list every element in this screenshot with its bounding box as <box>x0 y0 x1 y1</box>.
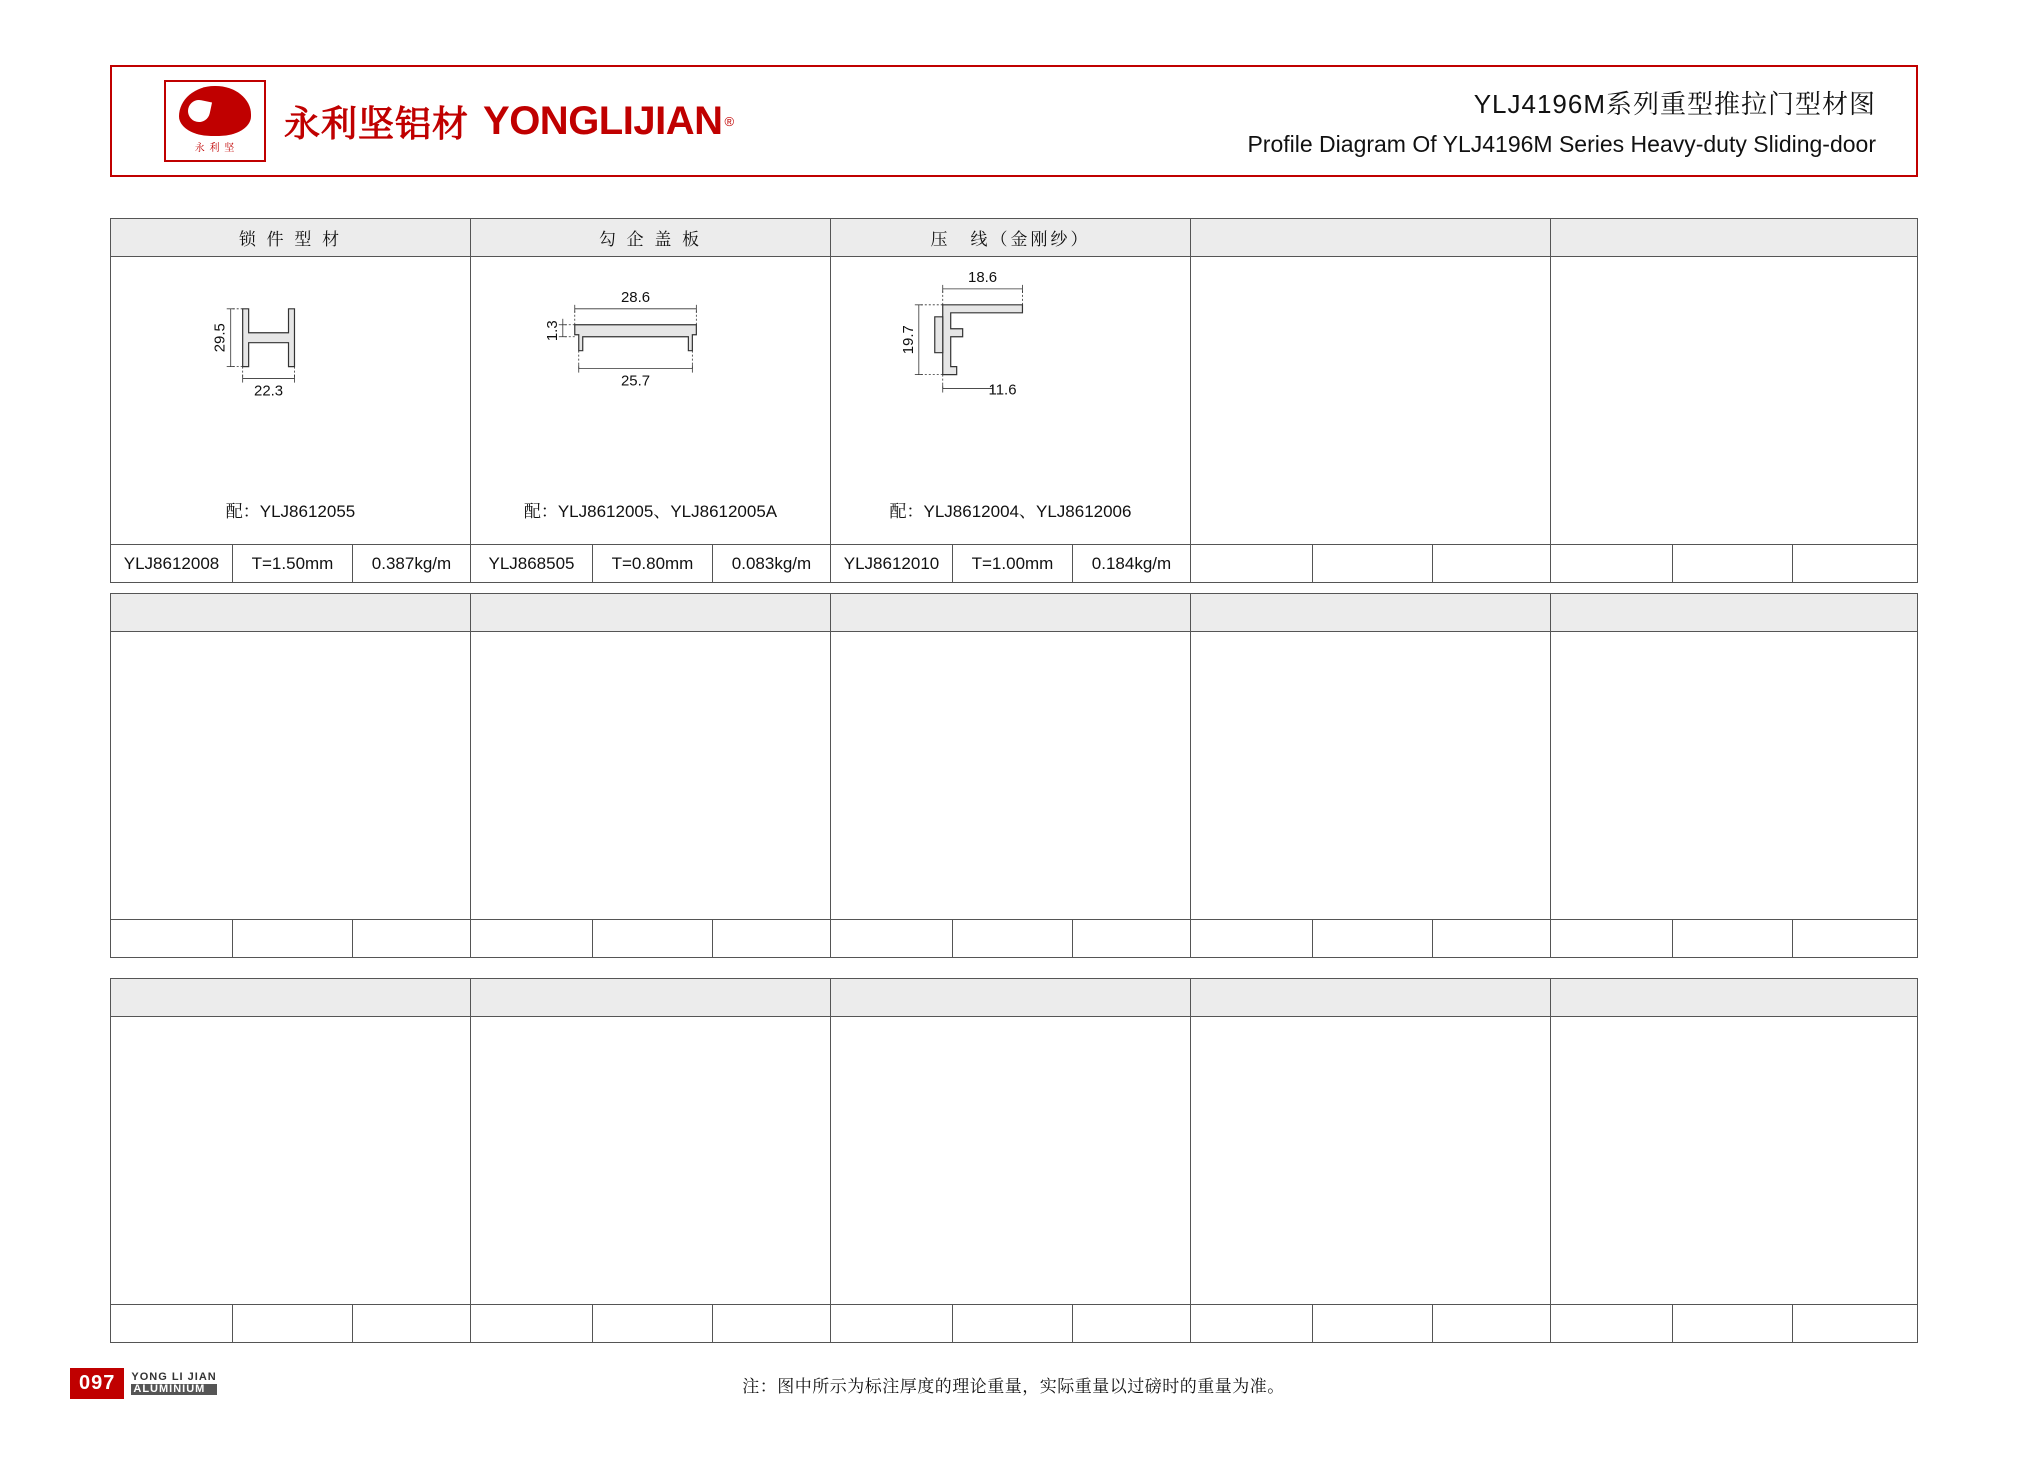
table-2-header-row <box>111 594 1918 632</box>
page-title-cn: YLJ4196M系列重型推拉门型材图 <box>1473 89 1876 119</box>
table-1-code-3: YLJ8612010 <box>831 545 953 583</box>
table-2-weight-3 <box>1073 920 1191 958</box>
table-1-caption-2: 配：YLJ8612005、YLJ8612005A <box>523 502 778 521</box>
table-2-weight-2 <box>713 920 831 958</box>
profile-table-2 <box>110 593 1918 958</box>
profile-table-1 <box>110 218 1918 583</box>
table-3-weight-1 <box>353 1305 471 1343</box>
table-3-header-cell-4 <box>1191 979 1551 1017</box>
table-1-weight-3: 0.184kg/m <box>1073 545 1191 583</box>
table-3-profile-cell-1 <box>111 1017 471 1305</box>
table-2-header-cell-5 <box>1551 594 1918 632</box>
table-3-footer-row <box>111 1305 1918 1343</box>
table-3-thickness-3 <box>953 1305 1073 1343</box>
table-1-header-cell-1: 锁 件 型 材 <box>111 219 471 257</box>
dim-bead-top-width: 18.6 <box>968 268 998 286</box>
logo-mark-label: 永 利 坚 <box>194 143 236 154</box>
table-3-profile-cell-4 <box>1191 1017 1551 1305</box>
brand-name-en: YONGLIJIAN <box>483 98 723 143</box>
table-3-code-2 <box>471 1305 593 1343</box>
footer-note: 注：图中所示为标注厚度的理论重量，实际重量以过磅时的重量为准。 <box>742 1377 1285 1396</box>
table-1-weight-4 <box>1433 545 1551 583</box>
table-1-code-2: YLJ868505 <box>471 545 593 583</box>
table-1-caption-3: 配：YLJ8612004、YLJ8612006 <box>889 502 1132 521</box>
table-2-code-3 <box>831 920 953 958</box>
table-1-footer-row <box>111 545 1918 583</box>
dim-cover-top-width: 28.6 <box>621 288 651 306</box>
table-3-code-3 <box>831 1305 953 1343</box>
table-1-header-cell-5 <box>1551 219 1918 257</box>
profile-table-3 <box>110 978 1918 1343</box>
dim-bead-height: 19.7 <box>899 325 917 355</box>
dim-cover-bottom-width: 25.7 <box>621 372 651 390</box>
table-3-body-row <box>111 1017 1918 1305</box>
table-1-header-row <box>111 219 1918 257</box>
table-1-thickness-3: T=1.00mm <box>953 545 1073 583</box>
table-1-header-cell-3: 压 线（金刚纱） <box>831 219 1191 257</box>
company-logo <box>164 80 734 162</box>
table-2-thickness-1 <box>233 920 353 958</box>
dim-lock-width: 22.3 <box>254 382 284 400</box>
table-2-code-5 <box>1551 920 1673 958</box>
table-1-profile-cell-2 <box>471 257 831 545</box>
table-1-thickness-1: T=1.50mm <box>233 545 353 583</box>
table-2-header-cell-1 <box>111 594 471 632</box>
dim-bead-bottom-width: 11.6 <box>988 381 1017 399</box>
table-1-profile-cell-4 <box>1191 257 1551 545</box>
table-1-weight-2: 0.083kg/m <box>713 545 831 583</box>
table-2-profile-cell-5 <box>1551 632 1918 920</box>
table-3-header-cell-2 <box>471 979 831 1017</box>
table-1-profile-cell-3 <box>831 257 1191 545</box>
logo-mark-icon <box>164 80 266 162</box>
table-1-profile-cell-5 <box>1551 257 1918 545</box>
table-3-thickness-2 <box>593 1305 713 1343</box>
table-3-profile-cell-3 <box>831 1017 1191 1305</box>
table-3-header-row <box>111 979 1918 1017</box>
table-2-header-cell-3 <box>831 594 1191 632</box>
table-2-thickness-3 <box>953 920 1073 958</box>
table-1-thickness-5 <box>1673 545 1793 583</box>
logo-swoosh-icon <box>179 86 251 136</box>
dim-lock-height: 29.5 <box>211 323 229 353</box>
table-1-body-row <box>111 257 1918 545</box>
table-3-thickness-4 <box>1313 1305 1433 1343</box>
table-3-header-cell-3 <box>831 979 1191 1017</box>
table-3-thickness-1 <box>233 1305 353 1343</box>
dim-cover-thickness: 1.3 <box>543 320 561 342</box>
table-3-code-1 <box>111 1305 233 1343</box>
table-2-profile-cell-4 <box>1191 632 1551 920</box>
table-2-body-row <box>111 632 1918 920</box>
table-2-profile-cell-1 <box>111 632 471 920</box>
table-1-code-4 <box>1191 545 1313 583</box>
table-1-header-cell-2: 勾 企 盖 板 <box>471 219 831 257</box>
table-2-thickness-4 <box>1313 920 1433 958</box>
table-3-thickness-5 <box>1673 1305 1793 1343</box>
table-1-thickness-4 <box>1313 545 1433 583</box>
table-3-weight-3 <box>1073 1305 1191 1343</box>
brand-name-cn: 永利坚铝材 <box>284 102 470 144</box>
table-2-profile-cell-3 <box>831 632 1191 920</box>
table-3-code-4 <box>1191 1305 1313 1343</box>
table-2-profile-cell-2 <box>471 632 831 920</box>
table-2-code-4 <box>1191 920 1313 958</box>
table-2-weight-1 <box>353 920 471 958</box>
table-2-header-cell-4 <box>1191 594 1551 632</box>
table-2-thickness-5 <box>1673 920 1793 958</box>
table-2-weight-4 <box>1433 920 1551 958</box>
table-1-weight-5 <box>1793 545 1918 583</box>
table-1-code-5 <box>1551 545 1673 583</box>
table-1-code-1: YLJ8612008 <box>111 545 233 583</box>
table-1-caption-1: 配：YLJ8612055 <box>225 502 356 521</box>
registered-trademark-icon: ® <box>724 113 735 129</box>
page-number: 097 <box>70 1368 124 1399</box>
table-1-header-cell-4 <box>1191 219 1551 257</box>
table-3-header-cell-5 <box>1551 979 1918 1017</box>
table-1-weight-1: 0.387kg/m <box>353 545 471 583</box>
table-3-header-cell-1 <box>111 979 471 1017</box>
table-3-weight-2 <box>713 1305 831 1343</box>
table-3-weight-4 <box>1433 1305 1551 1343</box>
page-title-en: Profile Diagram Of YLJ4196M Series Heavy-duty Sliding-door <box>1247 131 1876 157</box>
table-2-code-2 <box>471 920 593 958</box>
table-3-profile-cell-2 <box>471 1017 831 1305</box>
table-3-code-5 <box>1551 1305 1673 1343</box>
page-header <box>110 65 1918 177</box>
table-2-thickness-2 <box>593 920 713 958</box>
footer-brand-line2: ALUMINIUM <box>131 1384 216 1396</box>
table-1-profile-cell-1 <box>111 257 471 545</box>
footer-brand-line1: YONG LI JIAN <box>131 1370 217 1383</box>
page-title <box>1247 84 1876 158</box>
table-3-profile-cell-5 <box>1551 1017 1918 1305</box>
table-3-weight-5 <box>1793 1305 1918 1343</box>
table-2-footer-row <box>111 920 1918 958</box>
table-2-code-1 <box>111 920 233 958</box>
table-1-thickness-2: T=0.80mm <box>593 545 713 583</box>
table-2-header-cell-2 <box>471 594 831 632</box>
table-2-weight-5 <box>1793 920 1918 958</box>
